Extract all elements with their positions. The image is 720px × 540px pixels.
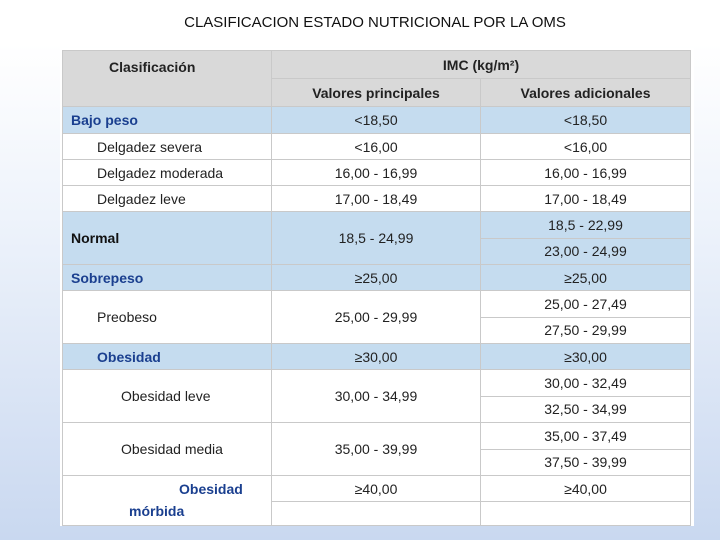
table-row-delgadez-severa	[63, 134, 691, 160]
value-principal: 17,00 - 18,49	[272, 186, 481, 212]
value-principal: 35,00 - 39,99	[272, 423, 481, 476]
row-label: Delgadez severa	[63, 134, 272, 160]
value-adicional-1: 35,00 - 37,49	[544, 427, 627, 444]
table-row-obesidad-leve	[63, 370, 691, 423]
table-row-normal	[63, 212, 691, 265]
table-header-row	[63, 51, 691, 79]
value-adicional-1: 30,00 - 32,49	[544, 374, 627, 391]
value-adicional-2: 37,50 - 39,99	[481, 449, 690, 476]
table-row-delgadez-moderada	[63, 160, 691, 186]
row-label: Obesidad	[63, 344, 272, 370]
value-adicional: ≥30,00	[481, 344, 691, 370]
value-adicional: ≥40,00	[481, 476, 691, 502]
value-adicional-1: 18,5 - 22,99	[548, 216, 623, 233]
value-adicional: <18,50	[481, 107, 691, 134]
table-row-preobeso	[63, 291, 691, 344]
slide-title: CLASIFICACION ESTADO NUTRICIONAL POR LA OMS	[184, 14, 566, 31]
value-adicional-2: 27,50 - 29,99	[481, 317, 690, 344]
table-row-obesidad-morbida	[63, 476, 691, 502]
table-row-sobrepeso	[63, 265, 691, 291]
table-row-obesidad-media	[63, 423, 691, 476]
value-adicional-1: 25,00 - 27,49	[544, 295, 627, 312]
value-principal: ≥30,00	[272, 344, 481, 370]
value-principal: 25,00 - 29,99	[272, 291, 481, 344]
row-label: Delgadez moderada	[63, 160, 272, 186]
value-principal: 16,00 - 16,99	[272, 160, 481, 186]
value-adicional: 16,00 - 16,99	[481, 160, 691, 186]
value-adicional-split	[481, 370, 691, 423]
header-valores-adicionales: Valores adicionales	[481, 79, 691, 107]
table-row-obesidad	[63, 344, 691, 370]
header-clasificacion: Clasificación	[63, 51, 272, 107]
row-label: Bajo peso	[63, 107, 272, 134]
empty-cell	[272, 502, 481, 526]
value-principal: 30,00 - 34,99	[272, 370, 481, 423]
value-principal: <18,50	[272, 107, 481, 134]
header-imc: IMC (kg/m²)	[272, 51, 691, 79]
value-adicional-split	[481, 423, 691, 476]
classification-table-panel	[60, 48, 694, 526]
value-principal: ≥25,00	[272, 265, 481, 291]
row-label-line2: mórbida	[129, 503, 185, 519]
row-label-line1: Obesidad	[179, 481, 243, 497]
value-adicional-split	[481, 212, 691, 265]
value-adicional: <16,00	[481, 134, 691, 160]
row-label: Obesidad media	[63, 423, 272, 476]
value-adicional: ≥25,00	[481, 265, 691, 291]
value-adicional-2: 23,00 - 24,99	[481, 238, 690, 265]
value-principal: <16,00	[272, 134, 481, 160]
value-principal: 18,5 - 24,99	[272, 212, 481, 265]
bmi-classification-table	[62, 50, 691, 526]
table-row-bajo-peso	[63, 107, 691, 134]
row-label: Obesidad leve	[63, 370, 272, 423]
value-adicional-split	[481, 291, 691, 344]
table-row-delgadez-leve	[63, 186, 691, 212]
value-adicional: 17,00 - 18,49	[481, 186, 691, 212]
empty-cell	[481, 502, 691, 526]
value-principal: ≥40,00	[272, 476, 481, 502]
value-adicional-2: 32,50 - 34,99	[481, 396, 690, 423]
row-label: Sobrepeso	[63, 265, 272, 291]
row-label: Normal	[63, 212, 272, 265]
row-label: Preobeso	[63, 291, 272, 344]
row-label: Delgadez leve	[63, 186, 272, 212]
header-valores-principales: Valores principales	[272, 79, 481, 107]
row-label-morbida	[63, 476, 272, 526]
